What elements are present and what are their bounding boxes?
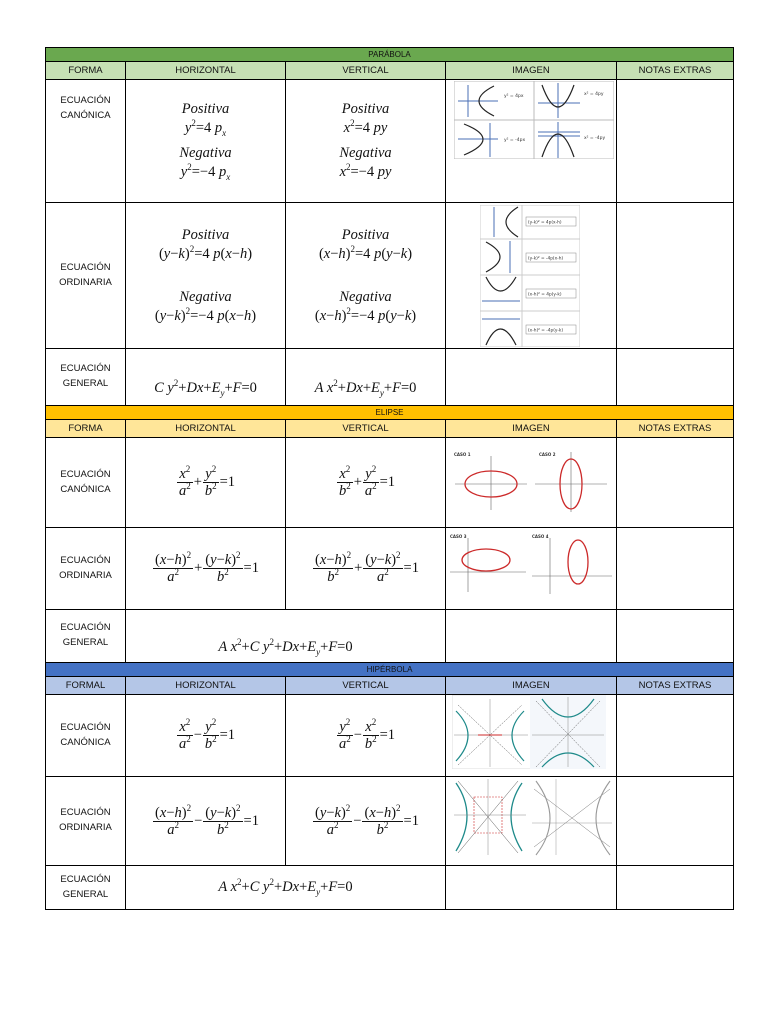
parabola-band [46, 48, 734, 62]
equation: C $y^2+Dx+E_y+F=0$ [154, 378, 257, 398]
elipse-canonica-notes [617, 438, 734, 528]
parabola-general-notes [617, 349, 734, 406]
hiperbola-ordinaria-image-cell [446, 777, 617, 866]
equation: A $x^2+C$ $y^2+Dx+E_y+F=0$ [218, 637, 353, 657]
elipse-canonica-vertical: $\frac{x^2}{b^2}$ + $\frac{y^2}{a^2}$ =1 [286, 438, 446, 528]
equation: A $x^2+C$ $y^2+Dx+E_y+F=0$ [218, 877, 353, 897]
equation: $y^2=-4$ $p_x$ [180, 162, 231, 182]
header-horizontal: HORIZONTAL [126, 62, 286, 80]
parabola-canonica-horizontal: Positiva $y^2=4$ $p_x$ Negativa $y^2=-4$ $p_x$ [126, 80, 286, 203]
image-label: y² = 4px [504, 94, 524, 99]
elipse-ordinaria-image-cell [446, 528, 617, 610]
elipse-canonica-image [451, 448, 611, 518]
parabola-canonica-vertical: Positiva $x^2=4$ py Negativa $x^2=-4$ py [286, 80, 446, 203]
hiperbola-band [46, 663, 734, 677]
parabola-ordinaria-vertical: Positiva $(x-h)^2=4$ p(y−k) Negativa $(x-h)^2=-4$ p(y−k) [286, 203, 446, 349]
header-vertical: VERTICAL [286, 420, 446, 438]
parabola-ordinaria-image [480, 205, 580, 347]
parabola-header-row [46, 62, 734, 80]
equation: $y^2=4$ $p_x$ [184, 118, 227, 138]
parabola-canonica-image-cell [446, 80, 617, 203]
elipse-band [46, 406, 734, 420]
elipse-general-row [46, 610, 734, 663]
header-vertical: VERTICAL [286, 62, 446, 80]
row-label: ECUACIÓN ORDINARIA [46, 777, 126, 866]
header-imagen: IMAGEN [446, 677, 617, 695]
equation: $(y-k)^2=-4$ p(x−h) [154, 305, 257, 324]
equation: $(x-h)^2=4$ p(y−k) [318, 243, 413, 262]
header-forma: FORMA [46, 62, 126, 80]
hiperbola-ordinaria-vertical: $\frac{(y-k)^2}{a^2}$ − $\frac{(x-h)^2}{b^2}$ =1 [286, 777, 446, 866]
parabola-canonica-notes [617, 80, 734, 203]
image-label: CASO 2 [539, 451, 556, 457]
hiperbola-canonica-notes [617, 695, 734, 777]
equation: $x^2=4$ py [343, 118, 388, 136]
row-label: ECUACIÓN CANÓNICA [46, 438, 126, 528]
hiperbola-canonica-image-cell [446, 695, 617, 777]
row-label: ECUACIÓN GENERAL [46, 866, 126, 910]
image-label: CASO 1 [454, 451, 471, 457]
hiperbola-ordinaria-image [452, 777, 614, 857]
hiperbola-title: HIPÉRBOLA [46, 663, 734, 677]
parabola-general-row [46, 349, 734, 406]
equation: $(x-h)^2=-4$ p(y−k) [314, 305, 417, 324]
parabola-ordinaria-horizontal: Positiva $(y-k)^2=4$ p(x−h) Negativa $(y-k)^2=-4$ p(x−h) [126, 203, 286, 349]
hiperbola-ordinaria-row [46, 777, 734, 866]
image-label: x² = 4py [584, 92, 604, 97]
row-label: ECUACIÓN ORDINARIA [46, 528, 126, 610]
row-label: ECUACIÓN ORDINARIA [46, 203, 126, 349]
equation: $x^2=-4$ py [339, 162, 392, 180]
elipse-general-image [446, 610, 617, 663]
image-label: CASO 4 [532, 533, 549, 539]
hiperbola-general-equation [126, 866, 446, 910]
header-forma: FORMAL [46, 677, 126, 695]
parabola-general-horizontal [126, 349, 286, 406]
parabola-general-vertical [286, 349, 446, 406]
parabola-canonica-image [454, 81, 614, 159]
image-label: (y-k)² = 4p(x-h) [528, 220, 562, 225]
equation: $(y-k)^2=4$ p(x−h) [158, 243, 253, 262]
row-label: ECUACIÓN CANÓNICA [46, 80, 126, 203]
hiperbola-general-image [446, 866, 617, 910]
row-label: ECUACIÓN GENERAL [46, 349, 126, 406]
row-label: ECUACIÓN CANÓNICA [46, 695, 126, 777]
image-label: CASO 3 [450, 533, 467, 539]
parabola-general-image [446, 349, 617, 406]
elipse-title: ELIPSE [46, 406, 734, 420]
elipse-canonica-row [46, 438, 734, 528]
elipse-ordinaria-notes [617, 528, 734, 610]
header-notas-extras: NOTAS EXTRAS [617, 62, 734, 80]
image-label: (x-h)² = -4p(y-k) [528, 328, 564, 333]
header-notas-extras: NOTAS EXTRAS [617, 677, 734, 695]
hiperbola-canonica-horizontal: $\frac{x^2}{a^2}$ − $\frac{y^2}{b^2}$ =1 [126, 695, 286, 777]
header-imagen: IMAGEN [446, 62, 617, 80]
conic-sections-table [45, 47, 734, 910]
elipse-ordinaria-image [448, 532, 614, 606]
image-label: (x-h)² = 4p(y-k) [528, 292, 562, 297]
header-imagen: IMAGEN [446, 420, 617, 438]
header-horizontal: HORIZONTAL [126, 677, 286, 695]
hiperbola-general-row [46, 866, 734, 910]
elipse-canonica-horizontal: $\frac{x^2}{a^2}$ + $\frac{y^2}{b^2}$ =1 [126, 438, 286, 528]
elipse-ordinaria-row [46, 528, 734, 610]
elipse-ordinaria-vertical: $\frac{(x-h)^2}{b^2}$ + $\frac{(y-k)^2}{a^2}$ =1 [286, 528, 446, 610]
parabola-title: PARÁBOLA [46, 48, 734, 62]
hiperbola-header-row [46, 677, 734, 695]
hiperbola-ordinaria-notes [617, 777, 734, 866]
header-notas-extras: NOTAS EXTRAS [617, 420, 734, 438]
parabola-canonica-row [46, 80, 734, 203]
row-label: ECUACIÓN GENERAL [46, 610, 126, 663]
image-label: y² = -4px [504, 138, 526, 143]
elipse-general-equation [126, 610, 446, 663]
hiperbola-canonica-row [46, 695, 734, 777]
hiperbola-general-notes [617, 866, 734, 910]
header-vertical: VERTICAL [286, 677, 446, 695]
elipse-general-notes [617, 610, 734, 663]
elipse-header-row [46, 420, 734, 438]
header-forma: FORMA [46, 420, 126, 438]
parabola-ordinaria-notes [617, 203, 734, 349]
equation: A $x^2+Dx+E_y+F=0$ [314, 378, 417, 398]
hiperbola-ordinaria-horizontal: $\frac{(x-h)^2}{a^2}$ − $\frac{(y-k)^2}{b^2}$ =1 [126, 777, 286, 866]
hiperbola-canonica-image [452, 695, 606, 769]
image-label: (y-k)² = -4p(x-h) [528, 256, 564, 261]
elipse-canonica-image-cell [446, 438, 617, 528]
parabola-ordinaria-row [46, 203, 734, 349]
parabola-ordinaria-image-cell [446, 203, 617, 349]
header-horizontal: HORIZONTAL [126, 420, 286, 438]
image-label: x² = -4py [584, 136, 606, 141]
elipse-ordinaria-horizontal: $\frac{(x-h)^2}{a^2}$ + $\frac{(y-k)^2}{b^2}$ =1 [126, 528, 286, 610]
hiperbola-canonica-vertical: $\frac{y^2}{a^2}$ − $\frac{x^2}{b^2}$ =1 [286, 695, 446, 777]
